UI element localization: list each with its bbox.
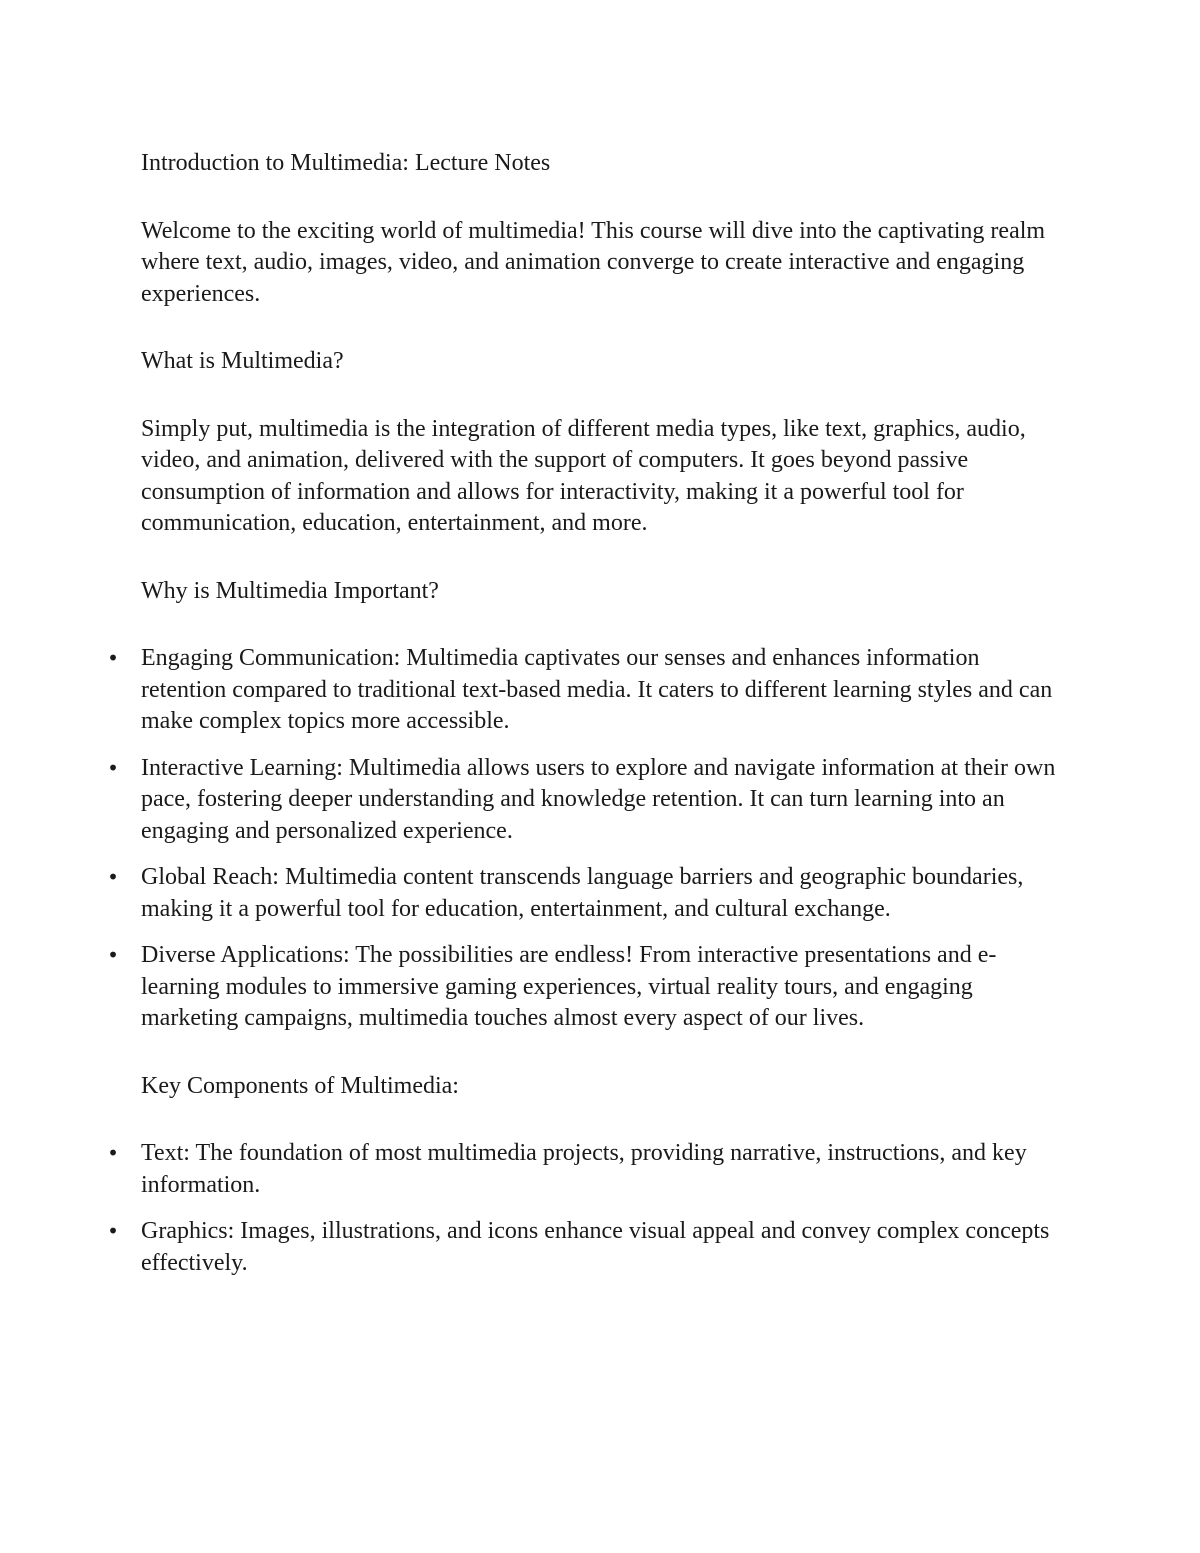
list-item-text: Engaging Communication: Multimedia captivates our senses and enhances information retention compared to traditional text-based media. It caters to different learning styles and can make complex topics more accessible. (141, 645, 1053, 734)
list-item (107, 1216, 1066, 1279)
section-heading-components: Key Components of Multimedia: (141, 1072, 459, 1099)
list-item-text: Diverse Applications: The possibilities are endless! From interactive presentations and e-learning modules to immersive gaming experiences, virtual reality tours, and engaging marketing campaigns, multimedia touches almost every aspect of our lives. (141, 942, 997, 1031)
list-item-text: Graphics: Images, illustrations, and icons enhance visual appeal and convey complex concepts effectively. (141, 1218, 1050, 1276)
list-item (107, 643, 1066, 738)
bullet-icon: • (107, 646, 119, 670)
list-item (107, 940, 1066, 1035)
list-item-text: Global Reach: Multimedia content transcends language barriers and geographic boundaries, making it a powerful tool for education, entertainment, and cultural exchange. (141, 864, 1024, 922)
list-item-text: Interactive Learning: Multimedia allows users to explore and navigate information at their own pace, fostering deeper understanding and knowledge retention. It can turn learning into an engaging and personalized experience. (141, 754, 1056, 844)
section-heading-why: Why is Multimedia Important? (141, 577, 439, 604)
document-body (107, 148, 1066, 1315)
bullet-icon: • (107, 755, 119, 780)
document-title: Introduction to Multimedia: Lecture Notes (141, 150, 551, 176)
intro-paragraph: Welcome to the exciting world of multimedia! This course will dive into the captivating realm where text, audio, images, video, and animation converge to create interactive and engaging experiences. (141, 217, 1046, 307)
bullet-icon: • (107, 1219, 119, 1243)
list-item (107, 862, 1066, 925)
why-bullet-list (107, 643, 1066, 1035)
list-item-text: Text: The foundation of most multimedia projects, providing narrative, instructions, and key information. (141, 1140, 1027, 1198)
bullet-icon: • (107, 865, 119, 889)
bullet-icon: • (107, 943, 119, 967)
list-item (107, 1138, 1066, 1201)
section-heading-what: What is Multimedia? (141, 348, 344, 374)
bullet-icon: • (107, 1141, 119, 1165)
list-item (107, 753, 1066, 848)
section-body-what: Simply put, multimedia is the integration of different media types, like text, graphics, audio, video, and animation, delivered with the support of computers. It goes beyond passive consumption of information and allows for interactivity, making it a powerful tool for communication, education, entertainment, and more. (141, 415, 1026, 536)
components-bullet-list (107, 1138, 1066, 1279)
